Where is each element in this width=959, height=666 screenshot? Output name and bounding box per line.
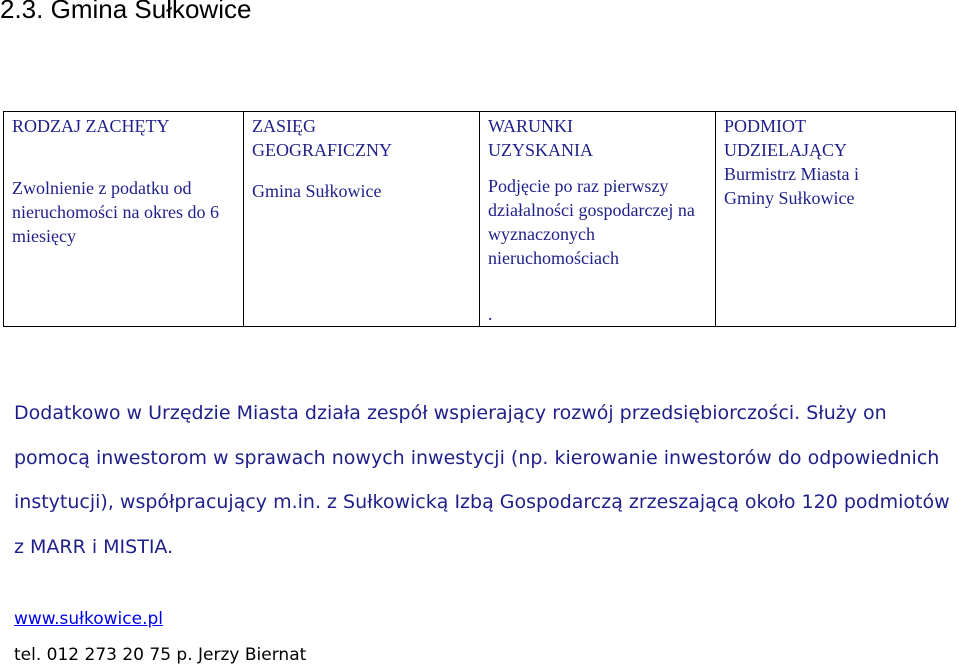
column-header-conditions: WARUNKI UZYSKANIA (488, 116, 593, 160)
geographic-scope-value: Gmina Sułkowice (252, 181, 382, 201)
trailing-dot: . (488, 304, 493, 324)
column-header-geographic-scope: ZASIĘG GEOGRAFICZNY (252, 116, 393, 160)
granting-body-cell (716, 112, 956, 327)
contact-line: tel. 012 273 20 75 p. Jerzy Biernat (14, 645, 307, 665)
website-link[interactable]: www.sułkowice.pl (14, 609, 164, 629)
column-header-granting-body: PODMIOT UDZIELAJĄCY (724, 116, 847, 160)
description-paragraph: Dodatkowo w Urzędzie Miasta działa zespół wspierający rozwój przedsiębiorczości. Służy on pomocą inwestorom w sprawach nowych inwestycji (np. kierowanie inwestorów do odpowiednich instytucji), współpracujący m.in. z Sułkowicką Izbą Gospodarczą zrzeszającą około 120 podmiotów z MARR i MISTIA. (14, 402, 950, 558)
section-heading: 2.3. Gmina Sułkowice (0, 0, 252, 24)
incentive-type-cell (4, 112, 244, 327)
conditions-value: Podjęcie po raz pierwszy działalności gospodarczej na wyznaczonych nieruchomościach (488, 176, 695, 268)
conditions-cell (480, 112, 716, 327)
geographic-scope-cell (244, 112, 480, 327)
incentives-table (3, 111, 956, 327)
granting-body-value: Burmistrz Miasta i Gminy Sułkowice (724, 164, 859, 208)
column-header-incentive-type: RODZAJ ZACHĘTY (12, 116, 170, 136)
incentive-type-value: Zwolnienie z podatku od nieruchomości na okres do 6 miesięcy (12, 178, 219, 246)
